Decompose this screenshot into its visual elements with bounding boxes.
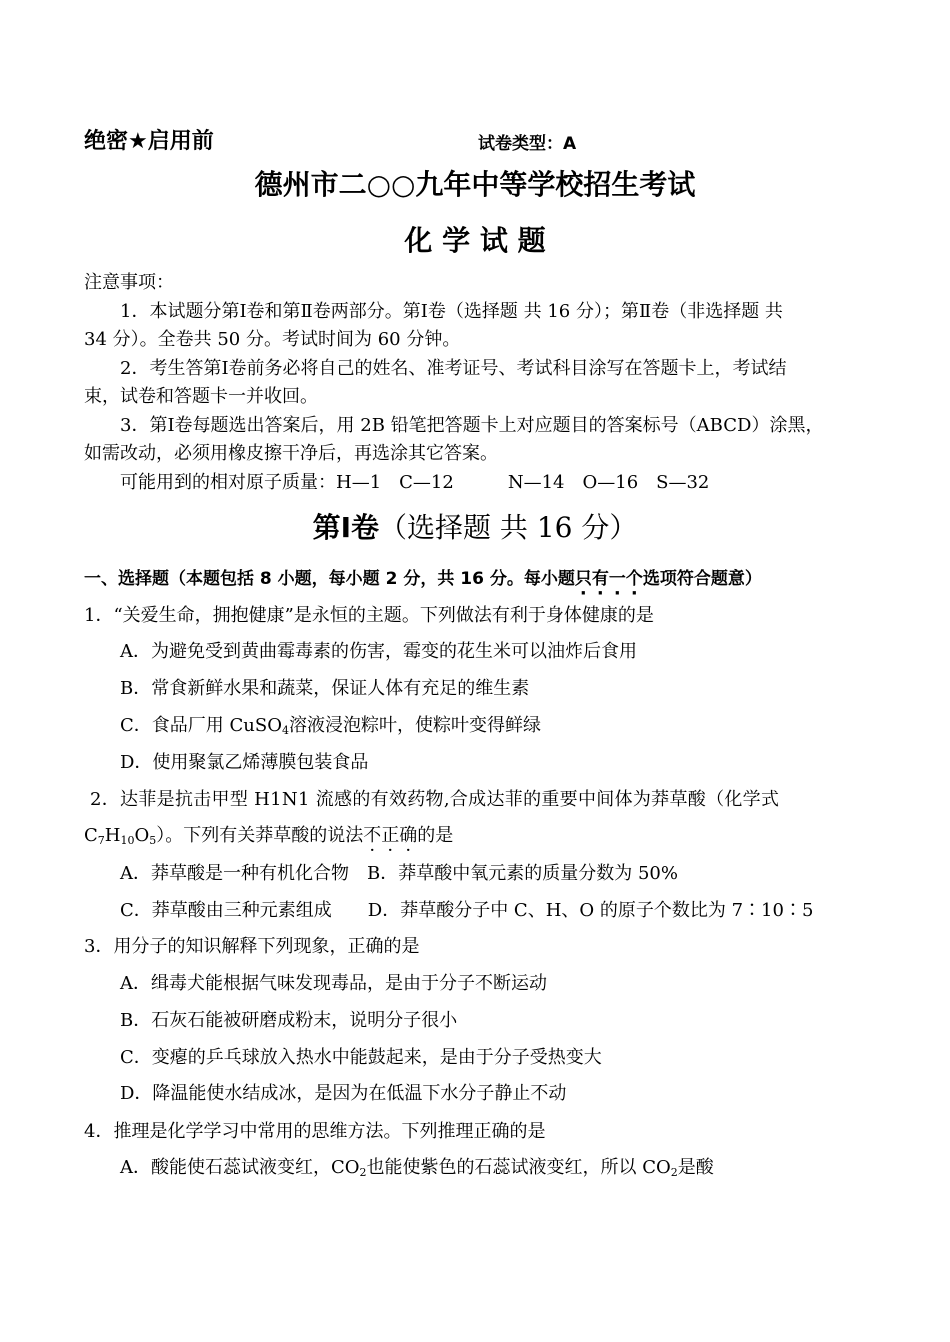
emphasis-char: 一 xyxy=(608,569,626,589)
q1-option-c xyxy=(120,714,541,743)
q3-option-b: B．石灰石能被研磨成粉末，说明分子很小 xyxy=(120,1010,458,1031)
q4-stem: 4．推理是化学学习中常用的思维方法。下列推理正确的是 xyxy=(84,1121,546,1142)
section1-tail: 选项符合题意） xyxy=(642,569,762,589)
part1-title-bold: 第Ⅰ卷 xyxy=(312,511,380,544)
emphasis-char: 只 xyxy=(574,569,592,589)
formula-o-sub: 5 xyxy=(149,834,157,847)
q4-a-part2: 也能使紫色的石蕊试液变红，所以 CO xyxy=(366,1157,671,1178)
note-2b: 束，试卷和答题卡一并收回。 xyxy=(84,386,318,407)
q4-a-sub2: 2 xyxy=(670,1166,678,1179)
q4-option-a xyxy=(120,1156,714,1185)
formula-c: C xyxy=(84,825,98,846)
section1-lead: 一、选择题（本题包括 8 小题，每小题 2 分，共 16 分。每小题 xyxy=(84,569,575,589)
q2-options-cd: C．莽草酸由三种元素组成 D．莽草酸分子中 C、H、O 的原子个数比为 7∶10∶5 xyxy=(120,900,814,921)
section1-heading xyxy=(84,567,762,591)
emphasis-char: 不 xyxy=(363,825,382,846)
exam-title: 德州市二○○九年中等学校招生考试 xyxy=(254,168,696,201)
note-2a: 2．考生答第Ⅰ卷前务必将自己的姓名、准考证号、考试科目涂写在答题卡上，考试结 xyxy=(120,358,787,379)
note-1a: 1．本试题分第Ⅰ卷和第Ⅱ卷两部分。第Ⅰ卷（选择题 共 16 分）；第Ⅱ卷（非选择题 共 xyxy=(120,301,783,322)
q1-option-b: B．常食新鲜水果和蔬菜，保证人体有充足的维生素 xyxy=(120,678,530,699)
formula-h: H xyxy=(104,825,121,846)
q1-c-pre: C．食品厂用 CuSO xyxy=(120,715,282,736)
q3-option-c: C．变瘪的乒乓球放入热水中能鼓起来，是由于分子受热变大 xyxy=(120,1047,602,1068)
q2-stem-b-pre: ）。下列有关莽草酸的说法 xyxy=(156,825,364,846)
q1-c-post: 溶液浸泡粽叶，使粽叶变得鲜绿 xyxy=(288,715,541,736)
q4-a-part3: 是酸 xyxy=(677,1157,714,1178)
q1-stem: 1．“关爱生命，拥抱健康”是永恒的主题。下列做法有利于身体健康的是 xyxy=(84,605,654,626)
formula-o: O xyxy=(134,825,150,846)
q4-a-sub1: 2 xyxy=(359,1166,367,1179)
formula-c-sub: 7 xyxy=(97,834,105,847)
atomic-masses: 可能用到的相对原子质量：H—1 C—12 N—14 O—16 S—32 xyxy=(120,472,710,493)
q1-c-sub: 4 xyxy=(281,724,289,737)
note-1b: 34 分）。全卷共 50 分。考试时间为 60 分钟。 xyxy=(84,329,461,350)
formula-h-sub: 10 xyxy=(120,834,135,847)
emphasis-char: 确 xyxy=(399,825,418,846)
q3-option-a: A．缉毒犬能根据气味发现毒品，是由于分子不断运动 xyxy=(120,973,547,994)
part1-title xyxy=(0,510,950,546)
part1-title-rest: （选择题 共 16 分） xyxy=(379,511,638,544)
q1-option-a: A．为避免受到黄曲霉毒素的伤害，霉变的花生米可以油炸后食用 xyxy=(120,641,637,662)
paper-type: 试卷类型：A xyxy=(478,134,577,154)
q2-stem-b xyxy=(84,824,453,853)
emphasis-char: 个 xyxy=(625,569,643,589)
q4-a-part1: A．酸能使石蕊试液变红，CO xyxy=(120,1157,360,1178)
q3-stem: 3．用分子的知识解释下列现象，正确的是 xyxy=(84,936,420,957)
confidential-label: 绝密★启用前 xyxy=(84,129,214,154)
q2-stem-b-post: 的是 xyxy=(417,825,454,846)
emphasis-char: 正 xyxy=(381,825,400,846)
note-3a: 3．第Ⅰ卷每题选出答案后，用 2B 铅笔把答题卡上对应题目的答案标号（ABCD）涂黑， xyxy=(120,415,824,436)
q1-option-d: D．使用聚氯乙烯薄膜包装食品 xyxy=(120,752,369,773)
q3-option-d: D．降温能使水结成冰，是因为在低温下水分子静止不动 xyxy=(120,1083,567,1104)
emphasis-char: 有 xyxy=(591,569,609,589)
q2-options-ab: A．莽草酸是一种有机化合物 B．莽草酸中氧元素的质量分数为 50% xyxy=(120,863,678,884)
notes-heading: 注意事项： xyxy=(84,272,174,293)
note-3b: 如需改动，必须用橡皮擦干净后，再选涂其它答案。 xyxy=(84,443,498,464)
q2-stem-a: 2．达菲是抗击甲型 H1N1 流感的有效药物,合成达菲的重要中间体为莽草酸（化学式 xyxy=(90,789,780,810)
subject-title: 化 学 试 题 xyxy=(404,224,546,257)
